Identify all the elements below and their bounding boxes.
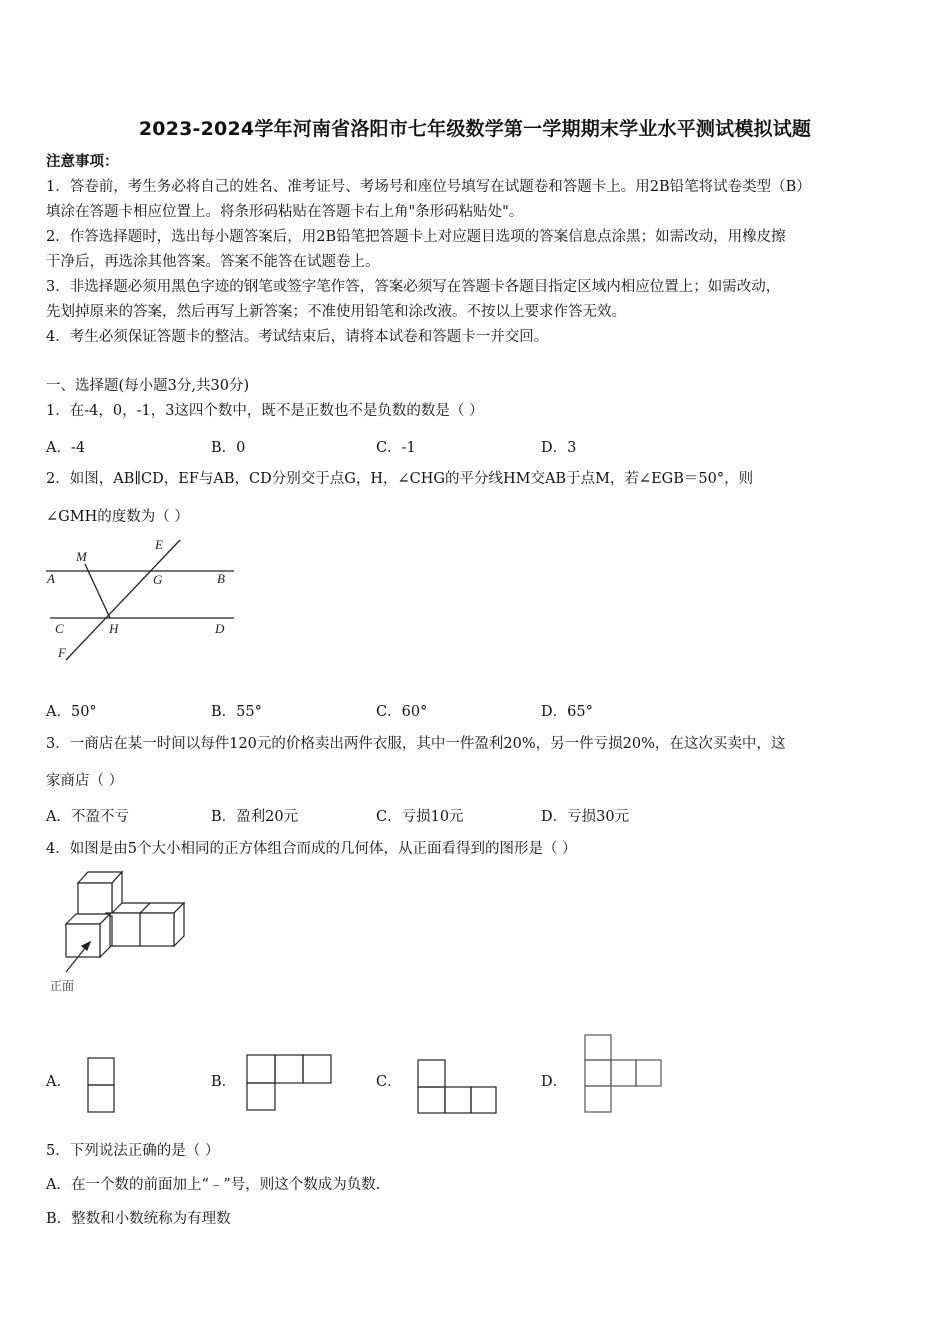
q1-option-a[interactable]: A．-4 xyxy=(46,440,86,456)
q5-stem: 5．下列说法正确的是（ ） xyxy=(46,1143,220,1159)
q5-option-b[interactable]: B．整数和小数统称为有理数 xyxy=(46,1211,231,1227)
q2-stem-line1: 2．如图，AB∥CD，EF与AB，CD分别交于点G，H，∠CHG的平分线HM交AB于点M，若∠EGB＝50°，则 xyxy=(46,471,754,487)
label-a: A xyxy=(47,571,55,586)
q5-option-a[interactable]: A．在一个数的前面加上“﹣”号，则这个数成为负数. xyxy=(46,1177,381,1193)
label-h: H xyxy=(109,621,119,636)
notes-line-6: 先划掉原来的答案，然后再写上新答案；不准使用铅笔和涂改液。不按以上要求作答无效。 xyxy=(46,304,626,320)
q3-option-a[interactable]: A．不盈不亏 xyxy=(46,809,129,825)
q1-stem: 1．在-4，0，-1，3这四个数中，既不是正数也不是负数的数是（ ） xyxy=(46,403,484,419)
section-heading: 一、选择题(每小题3分,共30分) xyxy=(46,378,250,394)
q2-parallel-lines-figure xyxy=(44,532,244,667)
label-g: G xyxy=(153,572,163,587)
notes-line-4: 干净后，再选涂其他答案。答案不能答在试题卷上。 xyxy=(46,254,380,270)
notes-line-2: 填涂在答题卡相应位置上。将条形码粘贴在答题卡右上角"条形码粘贴处"。 xyxy=(46,204,524,220)
q2-option-b[interactable]: B．55° xyxy=(211,704,262,720)
q4-option-c[interactable]: C． xyxy=(376,1074,402,1090)
q4-option-b[interactable]: B． xyxy=(211,1074,237,1090)
notes-line-5: 3．非选择题必须用黑色字迹的钢笔或签字笔作答，答案必须写在答题卡各题目指定区域内相应位置上；如需改动， xyxy=(46,279,781,295)
q3-option-d[interactable]: D．亏损30元 xyxy=(541,809,630,825)
q3-option-c[interactable]: C．亏损10元 xyxy=(376,809,464,825)
q4-option-a[interactable]: A． xyxy=(46,1074,71,1090)
front-label: 正面 xyxy=(50,979,75,993)
q3-stem-line2: 家商店（ ） xyxy=(46,773,124,789)
q4-option-c-figure xyxy=(415,1058,499,1116)
notes-line-7: 4．考生必须保证答题卡的整洁。考试结束后，请将本试卷和答题卡一并交回。 xyxy=(46,329,549,345)
q1-option-d[interactable]: D．3 xyxy=(541,440,577,456)
q2-option-a[interactable]: A．50° xyxy=(46,704,97,720)
q4-stem: 4．如图是由5个大小相同的正方体组合而成的几何体，从正面看得到的图形是（ ） xyxy=(46,841,577,857)
q4-option-d[interactable]: D． xyxy=(541,1074,568,1090)
label-c: C xyxy=(55,621,64,636)
label-b: B xyxy=(217,571,225,586)
page-title: 2023-2024学年河南省洛阳市七年级数学第一学期期末学业水平测试模拟试题 xyxy=(138,118,812,140)
notes-heading: 注意事项： xyxy=(46,153,119,170)
q1-option-c[interactable]: C．-1 xyxy=(376,440,416,456)
notes-line-1: 1．答卷前，考生务必将自己的姓名、准考证号、考场号和座位号填写在试题卷和答题卡上。用2B铅笔将试卷类型（B） xyxy=(46,179,811,195)
q3-stem-line1: 3．一商店在某一时间以每件120元的价格卖出两件衣服，其中一件盈利20%，另一件亏损20%，在这次买卖中，这 xyxy=(46,736,786,752)
label-m: M xyxy=(76,549,87,564)
q3-option-b[interactable]: B．盈利20元 xyxy=(211,809,299,825)
q4-cubes-figure xyxy=(44,868,194,996)
label-f: F xyxy=(58,645,66,660)
q2-option-c[interactable]: C．60° xyxy=(376,704,428,720)
label-d: D xyxy=(215,621,225,636)
q4-option-b-figure xyxy=(244,1052,334,1112)
q2-option-d[interactable]: D．65° xyxy=(541,704,593,720)
q1-option-b[interactable]: B．0 xyxy=(211,440,246,456)
label-e: E xyxy=(155,537,163,552)
q4-option-d-figure xyxy=(582,1032,666,1116)
q4-option-a-figure xyxy=(86,1056,116,1114)
notes-line-3: 2．作答选择题时，选出每小题答案后，用2B铅笔把答题卡上对应题目选项的答案信息点涂黑；如需改动，用橡皮擦 xyxy=(46,229,786,245)
q2-stem-line2: ∠GMH的度数为（ ） xyxy=(46,509,189,525)
